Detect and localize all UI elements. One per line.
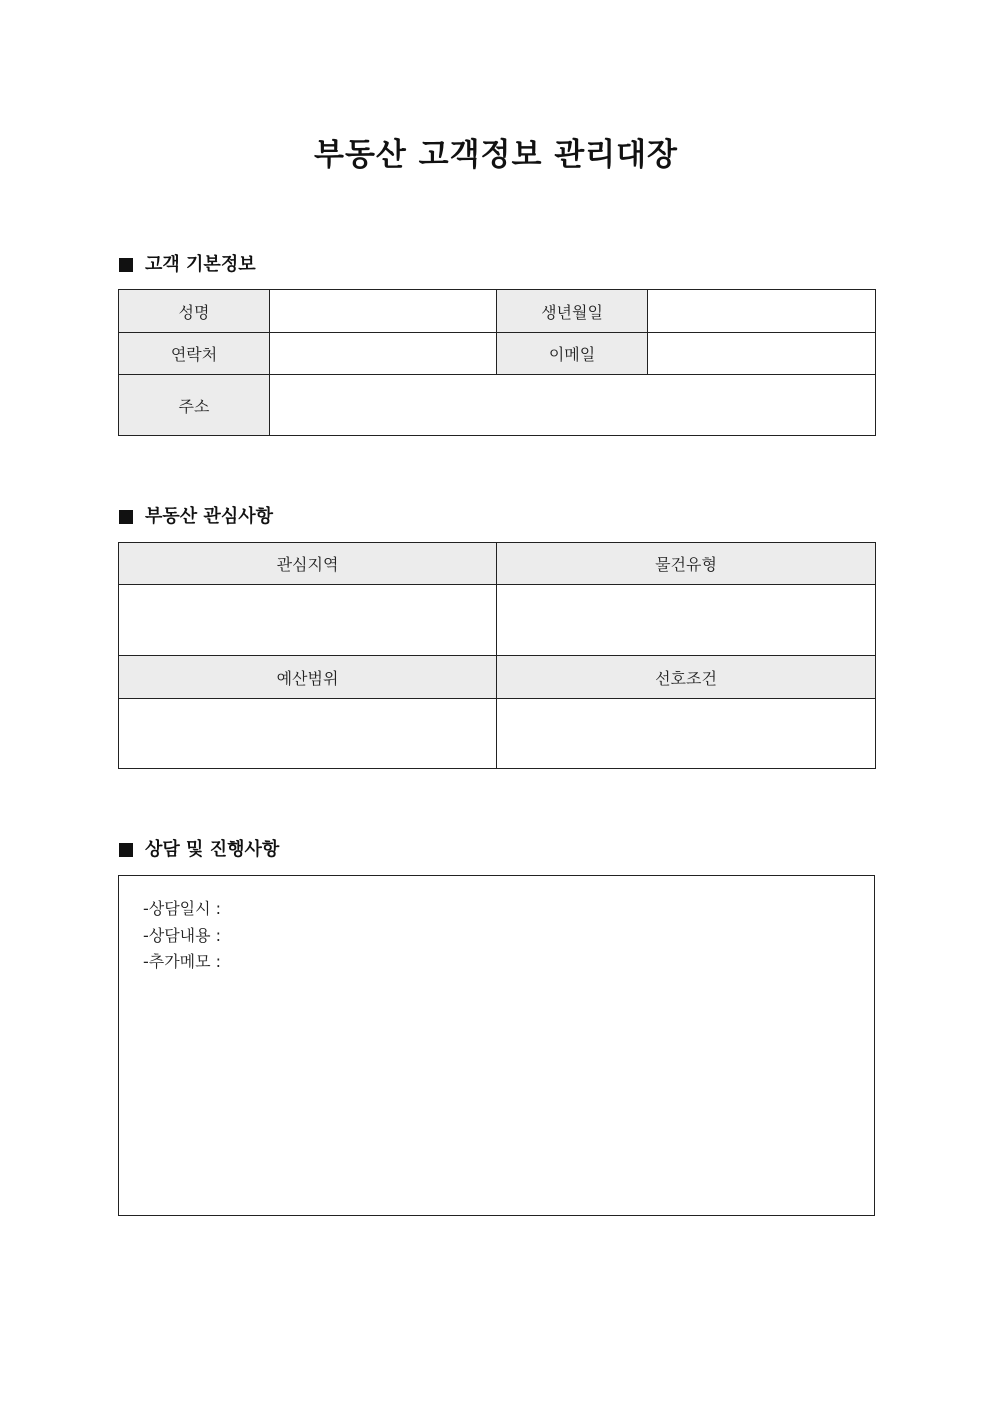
property-type-field[interactable]	[497, 585, 876, 656]
black-square-icon	[119, 258, 133, 272]
region-field[interactable]	[119, 585, 497, 656]
black-square-icon	[119, 510, 133, 524]
black-square-icon	[119, 843, 133, 857]
address-label: 주소	[119, 375, 270, 436]
email-field[interactable]	[648, 333, 876, 375]
section-heading-basic-info	[119, 253, 256, 277]
preference-label: 선호조건	[497, 656, 876, 699]
property-type-label: 물건유형	[497, 543, 876, 585]
contact-field[interactable]	[270, 333, 497, 375]
consultation-content-line: -상담내용 :	[143, 925, 222, 945]
interest-table	[118, 542, 876, 769]
additional-memo-line: -추가메모 :	[143, 952, 222, 971]
budget-field[interactable]	[119, 699, 497, 769]
region-label: 관심지역	[119, 543, 497, 585]
preference-field[interactable]	[497, 699, 876, 769]
basic-info-table	[118, 289, 876, 436]
birth-date-label: 생년월일	[497, 290, 648, 333]
section-heading-consultation	[119, 838, 279, 862]
contact-label: 연락처	[119, 333, 270, 375]
consultation-date-line: -상담일시 :	[143, 899, 222, 918]
address-field[interactable]	[270, 375, 876, 436]
email-label: 이메일	[497, 333, 648, 375]
name-label: 성명	[119, 290, 270, 333]
name-field[interactable]	[270, 290, 497, 333]
birth-date-field[interactable]	[648, 290, 876, 333]
consultation-box[interactable]	[118, 875, 875, 1216]
section-heading-label: 상담 및 진행사항	[145, 839, 280, 860]
budget-label: 예산범위	[119, 656, 497, 699]
section-heading-interest	[119, 505, 273, 529]
section-heading-label: 고객 기본정보	[145, 254, 256, 275]
section-heading-label: 부동산 관심사항	[145, 506, 273, 527]
page-title: 부동산 고객정보 관리대장	[314, 137, 678, 173]
consultation-lines	[143, 896, 221, 976]
